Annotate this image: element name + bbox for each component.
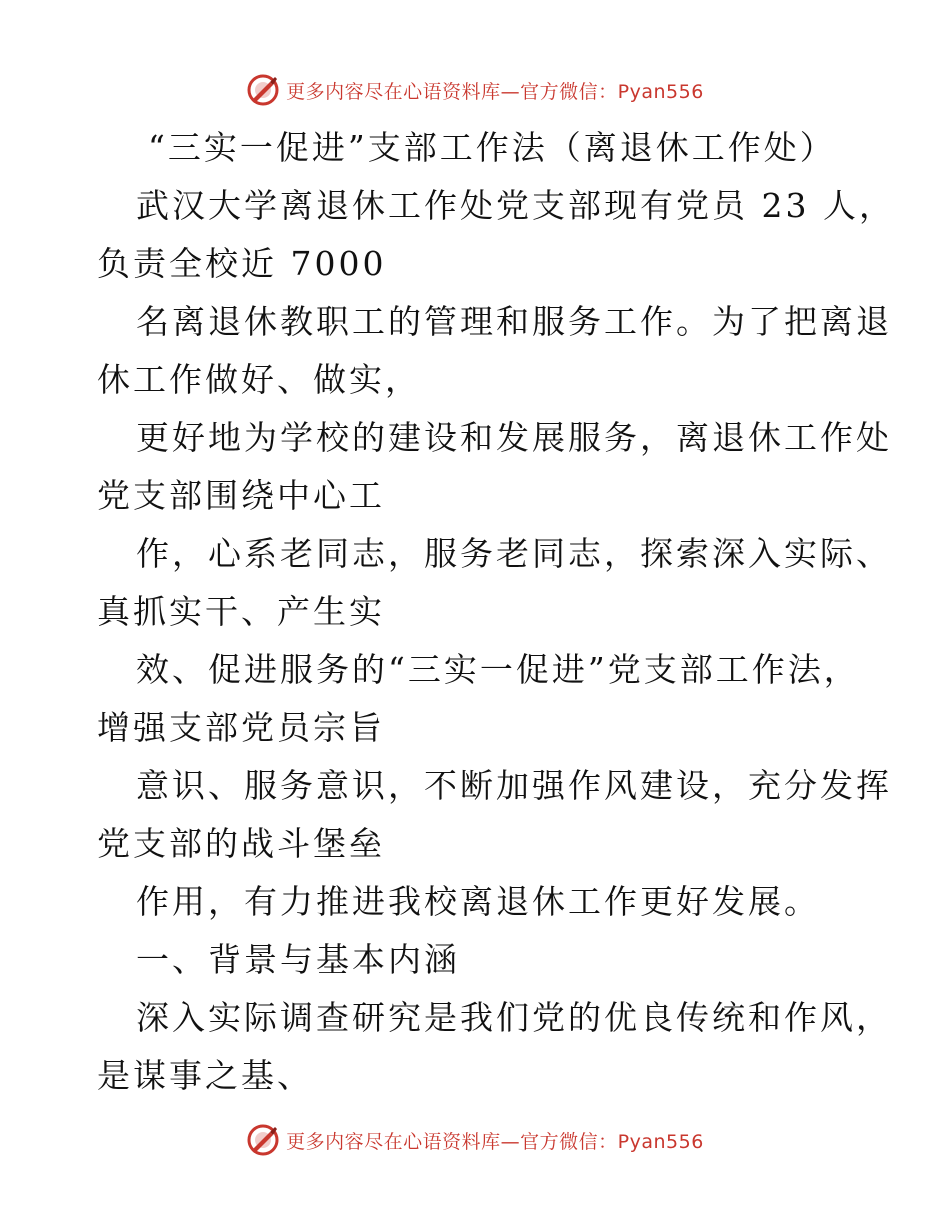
text-line: 增强支部党员宗旨 <box>97 708 385 747</box>
text-line: 武汉大学离退休工作处党支部现有党员 23 人， <box>136 186 895 225</box>
text-line: 党支部的战斗堡垒 <box>97 824 385 863</box>
text-line: 休工作做好、做实， <box>97 360 421 399</box>
document-title: “三实一促进”支部工作法（离退休工作处） <box>148 128 836 167</box>
text-line: 负责全校近 7000 <box>97 244 387 283</box>
text-line: 作，心系老同志，服务老同志，探索深入实际、 <box>136 534 892 573</box>
text-line: 名离退休教职工的管理和服务工作。为了把离退 <box>136 302 892 341</box>
text-line: 是谋事之基、 <box>97 1056 313 1095</box>
text-line: 意识、服务意识，不断加强作风建设，充分发挥 <box>136 766 892 805</box>
watermark-logo-icon <box>246 1123 280 1157</box>
footer-watermark-text: 更多内容尽在心语资料库—官方微信：Pyan556 <box>286 1130 704 1153</box>
header-watermark <box>0 70 950 110</box>
watermark-logo-icon <box>246 73 280 107</box>
text-line: 深入实际调查研究是我们党的优良传统和作风， <box>136 998 892 1037</box>
text-line: 真抓实干、产生实 <box>97 592 385 631</box>
footer-watermark <box>0 1120 950 1160</box>
text-line: 更好地为学校的建设和发展服务，离退休工作处 <box>136 418 892 457</box>
text-line: 党支部围绕中心工 <box>97 476 385 515</box>
text-line: 作用，有力推进我校离退休工作更好发展。 <box>136 882 820 921</box>
header-watermark-text: 更多内容尽在心语资料库—官方微信：Pyan556 <box>286 80 704 103</box>
section-heading: 一、背景与基本内涵 <box>136 940 460 979</box>
text-line: 效、促进服务的“三实一促进”党支部工作法， <box>136 650 860 689</box>
